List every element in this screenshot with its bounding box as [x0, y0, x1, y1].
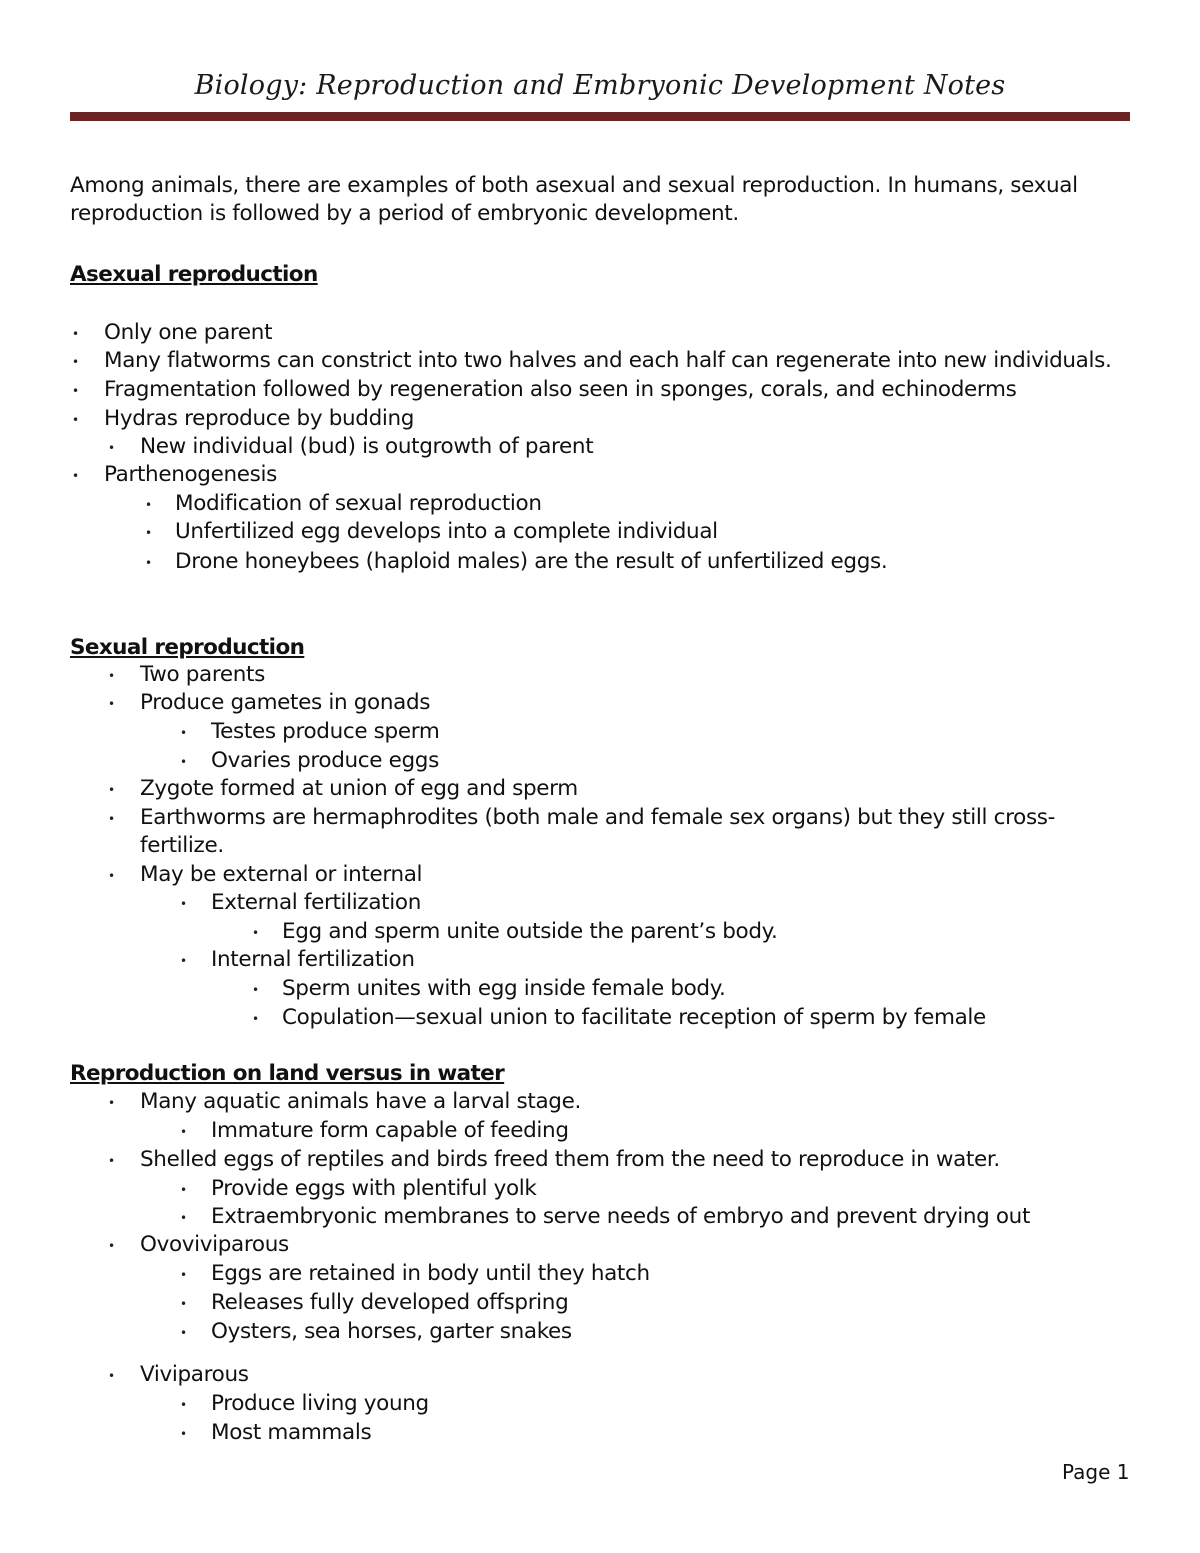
list-item: Produce gametes in gonads [140, 690, 431, 715]
bullet-icon: • [180, 897, 188, 911]
list-item: Testes produce sperm [211, 719, 440, 744]
list-item: Only one parent [104, 320, 273, 345]
list-item: Parthenogenesis [104, 462, 277, 487]
bullet-icon: • [108, 812, 116, 826]
bullet-icon: • [108, 783, 116, 797]
list-item: Drone honeybees (haploid males) are the result of unfertilized eggs. [175, 549, 888, 574]
list-item: May be external or internal [140, 862, 423, 887]
bullet-icon: • [72, 327, 80, 341]
bullet-icon: • [180, 755, 188, 769]
list-item: Ovaries produce eggs [211, 748, 439, 773]
bullet-icon: • [180, 1427, 188, 1441]
bullet-icon: • [180, 1211, 188, 1225]
bullet-icon: • [180, 726, 188, 740]
bullet-icon: • [108, 1239, 116, 1253]
list-item: Earthworms are hermaphrodites (both male and female sex organs) but they still cross- [140, 805, 1056, 830]
bullet-icon: • [180, 1268, 188, 1282]
bullet-icon: • [180, 1183, 188, 1197]
title-divider [70, 112, 1130, 121]
bullet-icon: • [180, 1125, 188, 1139]
list-item: Ovoviviparous [140, 1232, 289, 1257]
intro-line: Among animals, there are examples of both asexual and sexual reproduction. In humans, sexual [70, 173, 1078, 198]
bullet-icon: • [108, 697, 116, 711]
list-item: Hydras reproduce by budding [104, 406, 415, 431]
bullet-icon: • [108, 669, 116, 683]
bullet-icon: • [108, 1154, 116, 1168]
section-heading-asexual: Asexual reproduction [70, 262, 318, 287]
list-item: Produce living young [211, 1391, 429, 1416]
list-item: Viviparous [140, 1362, 249, 1387]
list-item: Egg and sperm unite outside the parent’s body. [282, 919, 778, 944]
bullet-icon: • [108, 869, 116, 883]
list-item: Most mammals [211, 1420, 372, 1445]
bullet-icon: • [72, 355, 80, 369]
list-item-continuation: fertilize. [140, 833, 224, 858]
bullet-icon: • [180, 1326, 188, 1340]
list-item: Two parents [140, 662, 265, 687]
page-title: Biology: Reproduction and Embryonic Development Notes [194, 70, 1006, 101]
bullet-icon: • [252, 1012, 260, 1026]
section-heading-sexual: Sexual reproduction [70, 635, 305, 660]
list-item: Sperm unites with egg inside female body. [282, 976, 726, 1001]
list-item: Zygote formed at union of egg and sperm [140, 776, 578, 801]
list-item: Provide eggs with plentiful yolk [211, 1176, 537, 1201]
list-item: Extraembryonic membranes to serve needs of embryo and prevent drying out [211, 1204, 1031, 1229]
section-heading-land-water: Reproduction on land versus in water [70, 1061, 505, 1086]
list-item: Releases fully developed offspring [211, 1290, 569, 1315]
list-item: Fragmentation followed by regeneration also seen in sponges, corals, and echinoderms [104, 377, 1017, 402]
page-number: Page 1 [1062, 1460, 1130, 1484]
list-item: Many aquatic animals have a larval stage. [140, 1089, 581, 1114]
bullet-icon: • [108, 441, 116, 455]
intro-line: reproduction is followed by a period of embryonic development. [70, 201, 739, 226]
bullet-icon: • [108, 1096, 116, 1110]
list-item: Many flatworms can constrict into two halves and each half can regenerate into new individuals. [104, 348, 1112, 373]
bullet-icon: • [180, 1398, 188, 1412]
bullet-icon: • [72, 413, 80, 427]
list-item: External fertilization [211, 890, 421, 915]
bullet-icon: • [108, 1369, 116, 1383]
bullet-icon: • [180, 954, 188, 968]
bullet-icon: • [145, 498, 153, 512]
bullet-icon: • [145, 526, 153, 540]
bullet-icon: • [145, 556, 153, 570]
list-item: Copulation—sexual union to facilitate reception of sperm by female [282, 1005, 986, 1030]
list-item: Internal fertilization [211, 947, 415, 972]
bullet-icon: • [72, 469, 80, 483]
list-item: New individual (bud) is outgrowth of parent [140, 434, 594, 459]
list-item: Modification of sexual reproduction [175, 491, 542, 516]
bullet-icon: • [72, 384, 80, 398]
bullet-icon: • [180, 1297, 188, 1311]
bullet-icon: • [252, 926, 260, 940]
list-item: Eggs are retained in body until they hatch [211, 1261, 650, 1286]
list-item: Shelled eggs of reptiles and birds freed them from the need to reproduce in water. [140, 1147, 1000, 1172]
list-item: Immature form capable of feeding [211, 1118, 569, 1143]
list-item: Unfertilized egg develops into a complete individual [175, 519, 718, 544]
bullet-icon: • [252, 983, 260, 997]
list-item: Oysters, sea horses, garter snakes [211, 1319, 572, 1344]
